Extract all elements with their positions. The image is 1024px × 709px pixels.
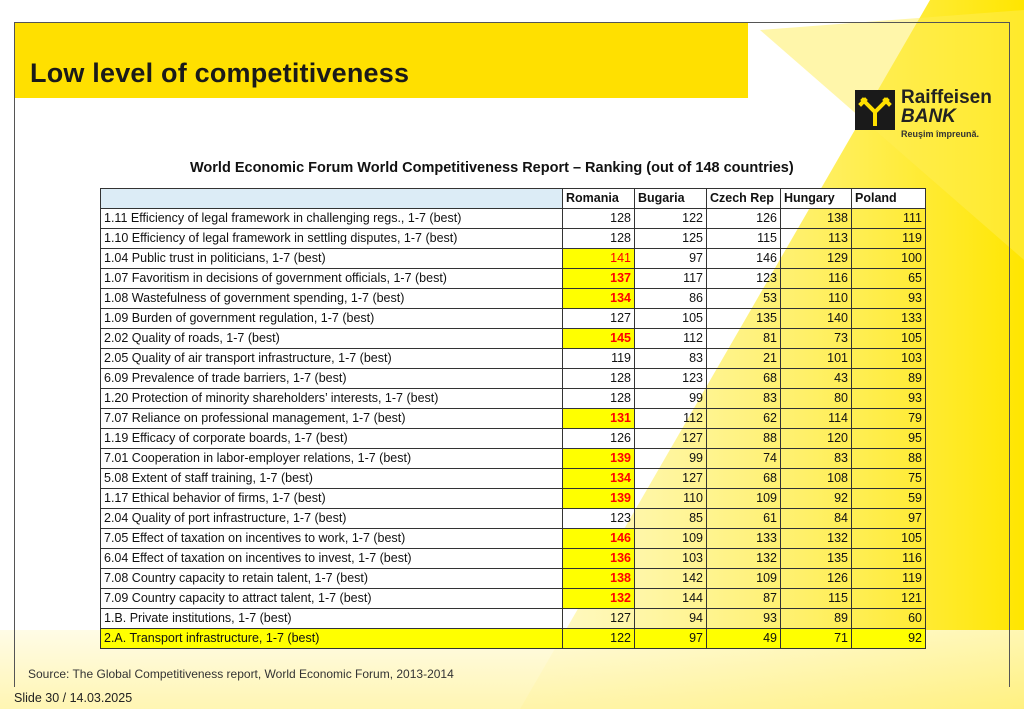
cell-value: 128 [563, 389, 635, 409]
cell-value: 123 [635, 369, 707, 389]
cell-value: 105 [852, 329, 926, 349]
cell-value: 142 [635, 569, 707, 589]
logo-line-2: BANK [901, 106, 956, 127]
slide-title: Low level of competitiveness [30, 58, 410, 88]
cell-value: 110 [781, 289, 852, 309]
row-label: 1.10 Efficiency of legal framework in settling disputes, 1-7 (best) [101, 229, 563, 249]
table-row [101, 229, 926, 249]
cell-value: 108 [781, 469, 852, 489]
report-title: World Economic Forum World Competitiveness Report – Ranking (out of 148 countries) [190, 160, 794, 176]
logo-tagline: Reuşim împreună. [901, 129, 980, 139]
cell-value: 116 [781, 269, 852, 289]
cell-value: 97 [635, 249, 707, 269]
cell-value: 115 [707, 229, 781, 249]
cell-value: 93 [852, 289, 926, 309]
row-label: 1.07 Favoritism in decisions of government officials, 1-7 (best) [101, 269, 563, 289]
cell-value: 127 [635, 429, 707, 449]
cell-value: 79 [852, 409, 926, 429]
raiffeisen-logo [855, 86, 1005, 142]
table-row [101, 369, 926, 389]
cell-value: 21 [707, 349, 781, 369]
cell-value: 140 [781, 309, 852, 329]
cell-value: 53 [707, 289, 781, 309]
table-header-row [101, 189, 926, 209]
cell-value: 93 [852, 389, 926, 409]
cell-value: 59 [852, 489, 926, 509]
cell-value: 133 [707, 529, 781, 549]
column-header: Hungary [781, 189, 852, 209]
row-label: 1.17 Ethical behavior of firms, 1-7 (best) [101, 489, 563, 509]
table-row [101, 509, 926, 529]
cell-value: 103 [852, 349, 926, 369]
row-label: 2.02 Quality of roads, 1-7 (best) [101, 329, 563, 349]
cell-value: 128 [563, 229, 635, 249]
cell-value: 135 [781, 549, 852, 569]
cell-value: 115 [781, 589, 852, 609]
cell-value: 145 [563, 329, 635, 349]
cell-value: 129 [781, 249, 852, 269]
cell-value: 126 [563, 429, 635, 449]
cell-value: 146 [707, 249, 781, 269]
cell-value: 100 [852, 249, 926, 269]
table-row [101, 409, 926, 429]
cell-value: 119 [563, 349, 635, 369]
cell-value: 131 [563, 409, 635, 429]
cell-value: 123 [707, 269, 781, 289]
cell-value: 75 [852, 469, 926, 489]
slide-number: Slide 30 / 14.03.2025 [14, 691, 133, 705]
table-row [101, 589, 926, 609]
cell-value: 138 [563, 569, 635, 589]
ranking-table [100, 188, 926, 649]
row-label: 6.09 Prevalence of trade barriers, 1-7 (best) [101, 369, 563, 389]
table-row [101, 329, 926, 349]
cell-value: 62 [707, 409, 781, 429]
row-label: 7.07 Reliance on professional management, 1-7 (best) [101, 409, 563, 429]
cell-value: 121 [852, 589, 926, 609]
cell-value: 133 [852, 309, 926, 329]
cell-value: 85 [635, 509, 707, 529]
cell-value: 83 [781, 449, 852, 469]
column-header: Bugaria [635, 189, 707, 209]
table-row [101, 609, 926, 629]
cell-value: 127 [563, 609, 635, 629]
row-label: 7.05 Effect of taxation on incentives to work, 1-7 (best) [101, 529, 563, 549]
cell-value: 119 [852, 569, 926, 589]
row-label: 1.20 Protection of minority shareholders’ interests, 1-7 (best) [101, 389, 563, 409]
row-label: 1.19 Efficacy of corporate boards, 1-7 (best) [101, 429, 563, 449]
logo-line-1: Raiffeisen [901, 87, 992, 108]
cell-value: 94 [635, 609, 707, 629]
cell-value: 146 [563, 529, 635, 549]
row-label: 1.04 Public trust in politicians, 1-7 (best) [101, 249, 563, 269]
cell-value: 101 [781, 349, 852, 369]
cell-value: 68 [707, 369, 781, 389]
cell-value: 119 [852, 229, 926, 249]
row-label: 2.04 Quality of port infrastructure, 1-7 (best) [101, 509, 563, 529]
table-row [101, 429, 926, 449]
cell-value: 95 [852, 429, 926, 449]
cell-value: 105 [852, 529, 926, 549]
row-label: 5.08 Extent of staff training, 1-7 (best) [101, 469, 563, 489]
cell-value: 128 [563, 369, 635, 389]
table-row [101, 529, 926, 549]
cell-value: 92 [852, 629, 926, 649]
row-label: 6.04 Effect of taxation on incentives to invest, 1-7 (best) [101, 549, 563, 569]
cell-value: 116 [852, 549, 926, 569]
cell-value: 99 [635, 389, 707, 409]
cell-value: 139 [563, 489, 635, 509]
table-row [101, 249, 926, 269]
cell-value: 122 [635, 209, 707, 229]
table-row [101, 289, 926, 309]
cell-value: 141 [563, 249, 635, 269]
cell-value: 61 [707, 509, 781, 529]
cell-value: 97 [635, 629, 707, 649]
table-row [101, 549, 926, 569]
cell-value: 87 [707, 589, 781, 609]
cell-value: 97 [852, 509, 926, 529]
table-row [101, 269, 926, 289]
cell-value: 134 [563, 469, 635, 489]
cell-value: 80 [781, 389, 852, 409]
cell-value: 86 [635, 289, 707, 309]
table-row [101, 469, 926, 489]
cell-value: 84 [781, 509, 852, 529]
header-blank-cell [101, 189, 563, 209]
table-row [101, 389, 926, 409]
cell-value: 103 [635, 549, 707, 569]
cell-value: 88 [852, 449, 926, 469]
cell-value: 126 [707, 209, 781, 229]
cell-value: 132 [781, 529, 852, 549]
row-label: 2.A. Transport infrastructure, 1-7 (best) [101, 629, 563, 649]
cell-value: 89 [852, 369, 926, 389]
cell-value: 83 [707, 389, 781, 409]
cell-value: 105 [635, 309, 707, 329]
row-label: 1.B. Private institutions, 1-7 (best) [101, 609, 563, 629]
cell-value: 134 [563, 289, 635, 309]
cell-value: 71 [781, 629, 852, 649]
cell-value: 114 [781, 409, 852, 429]
cell-value: 113 [781, 229, 852, 249]
cell-value: 127 [635, 469, 707, 489]
cell-value: 127 [563, 309, 635, 329]
row-label: 7.01 Cooperation in labor-employer relations, 1-7 (best) [101, 449, 563, 469]
source-note: Source: The Global Competitiveness report, World Economic Forum, 2013-2014 [28, 667, 454, 681]
row-label: 2.05 Quality of air transport infrastructure, 1-7 (best) [101, 349, 563, 369]
cell-value: 125 [635, 229, 707, 249]
cell-value: 92 [781, 489, 852, 509]
cell-value: 122 [563, 629, 635, 649]
row-label: 7.08 Country capacity to retain talent, 1-7 (best) [101, 569, 563, 589]
cell-value: 112 [635, 409, 707, 429]
cell-value: 111 [852, 209, 926, 229]
table-row [101, 209, 926, 229]
cell-value: 112 [635, 329, 707, 349]
row-label: 1.09 Burden of government regulation, 1-7 (best) [101, 309, 563, 329]
table-row [101, 349, 926, 369]
cell-value: 74 [707, 449, 781, 469]
table-row [101, 449, 926, 469]
row-label: 1.08 Wastefulness of government spending, 1-7 (best) [101, 289, 563, 309]
cell-value: 132 [563, 589, 635, 609]
cell-value: 88 [707, 429, 781, 449]
table-row [101, 309, 926, 329]
cell-value: 128 [563, 209, 635, 229]
cell-value: 68 [707, 469, 781, 489]
cell-value: 93 [707, 609, 781, 629]
table-row [101, 569, 926, 589]
cell-value: 81 [707, 329, 781, 349]
raiffeisen-gable-cross-icon [855, 90, 895, 130]
cell-value: 89 [781, 609, 852, 629]
cell-value: 137 [563, 269, 635, 289]
row-label: 7.09 Country capacity to attract talent, 1-7 (best) [101, 589, 563, 609]
cell-value: 99 [635, 449, 707, 469]
row-label: 1.11 Efficiency of legal framework in challenging regs., 1-7 (best) [101, 209, 563, 229]
cell-value: 65 [852, 269, 926, 289]
cell-value: 138 [781, 209, 852, 229]
table-row [101, 489, 926, 509]
cell-value: 109 [707, 569, 781, 589]
cell-value: 83 [635, 349, 707, 369]
cell-value: 136 [563, 549, 635, 569]
cell-value: 139 [563, 449, 635, 469]
cell-value: 60 [852, 609, 926, 629]
cell-value: 110 [635, 489, 707, 509]
cell-value: 73 [781, 329, 852, 349]
cell-value: 117 [635, 269, 707, 289]
cell-value: 49 [707, 629, 781, 649]
column-header: Romania [563, 189, 635, 209]
cell-value: 126 [781, 569, 852, 589]
cell-value: 132 [707, 549, 781, 569]
cell-value: 123 [563, 509, 635, 529]
cell-value: 109 [635, 529, 707, 549]
column-header: Czech Rep [707, 189, 781, 209]
cell-value: 109 [707, 489, 781, 509]
column-header: Poland [852, 189, 926, 209]
cell-value: 43 [781, 369, 852, 389]
cell-value: 135 [707, 309, 781, 329]
table-row [101, 629, 926, 649]
cell-value: 144 [635, 589, 707, 609]
cell-value: 120 [781, 429, 852, 449]
